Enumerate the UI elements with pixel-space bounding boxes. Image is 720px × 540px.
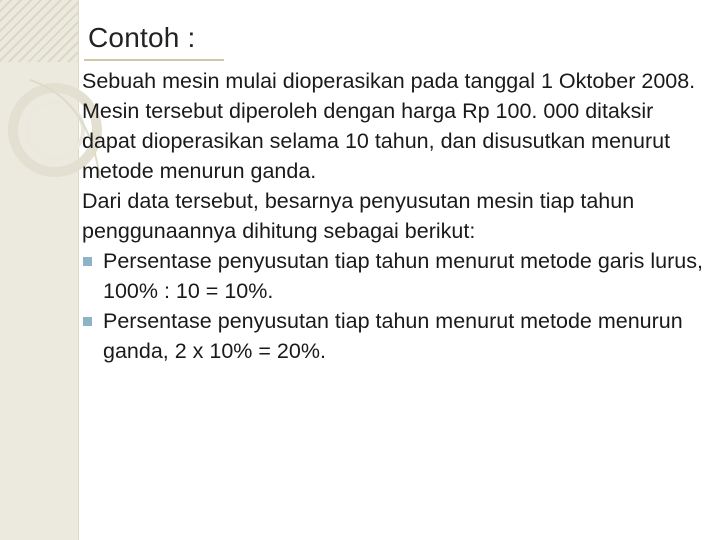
slide-title: Contoh : bbox=[88, 22, 196, 53]
paragraph-intro-calculation: Dari data tersebut, besarnya penyusutan mesin tiap tahun penggunaannya dihitung sebagai berikut: bbox=[82, 189, 635, 243]
title-underline bbox=[84, 59, 224, 61]
bullet-item bbox=[82, 306, 712, 366]
slide-body bbox=[82, 66, 712, 366]
bullet-text: Persentase penyusutan tiap tahun menurut metode menurun ganda, 2 x 10% = 20%. bbox=[103, 309, 683, 363]
bullet-list bbox=[82, 246, 712, 366]
square-bullet-icon bbox=[83, 317, 92, 326]
paragraph-problem-statement: Sebuah mesin mulai dioperasikan pada tanggal 1 Oktober 2008. Mesin tersebut diperoleh dengan harga Rp 100. 000 ditaksir dapat dioperasikan selama 10 tahun, dan disusutkan menurut metode menurun ganda. bbox=[82, 69, 696, 183]
bullet-text: Persentase penyusutan tiap tahun menurut metode garis lurus, 100% : 10 = 10%. bbox=[103, 249, 703, 303]
square-bullet-icon bbox=[83, 257, 92, 266]
decorative-hatch-pattern bbox=[0, 0, 78, 62]
bullet-item bbox=[82, 246, 712, 306]
